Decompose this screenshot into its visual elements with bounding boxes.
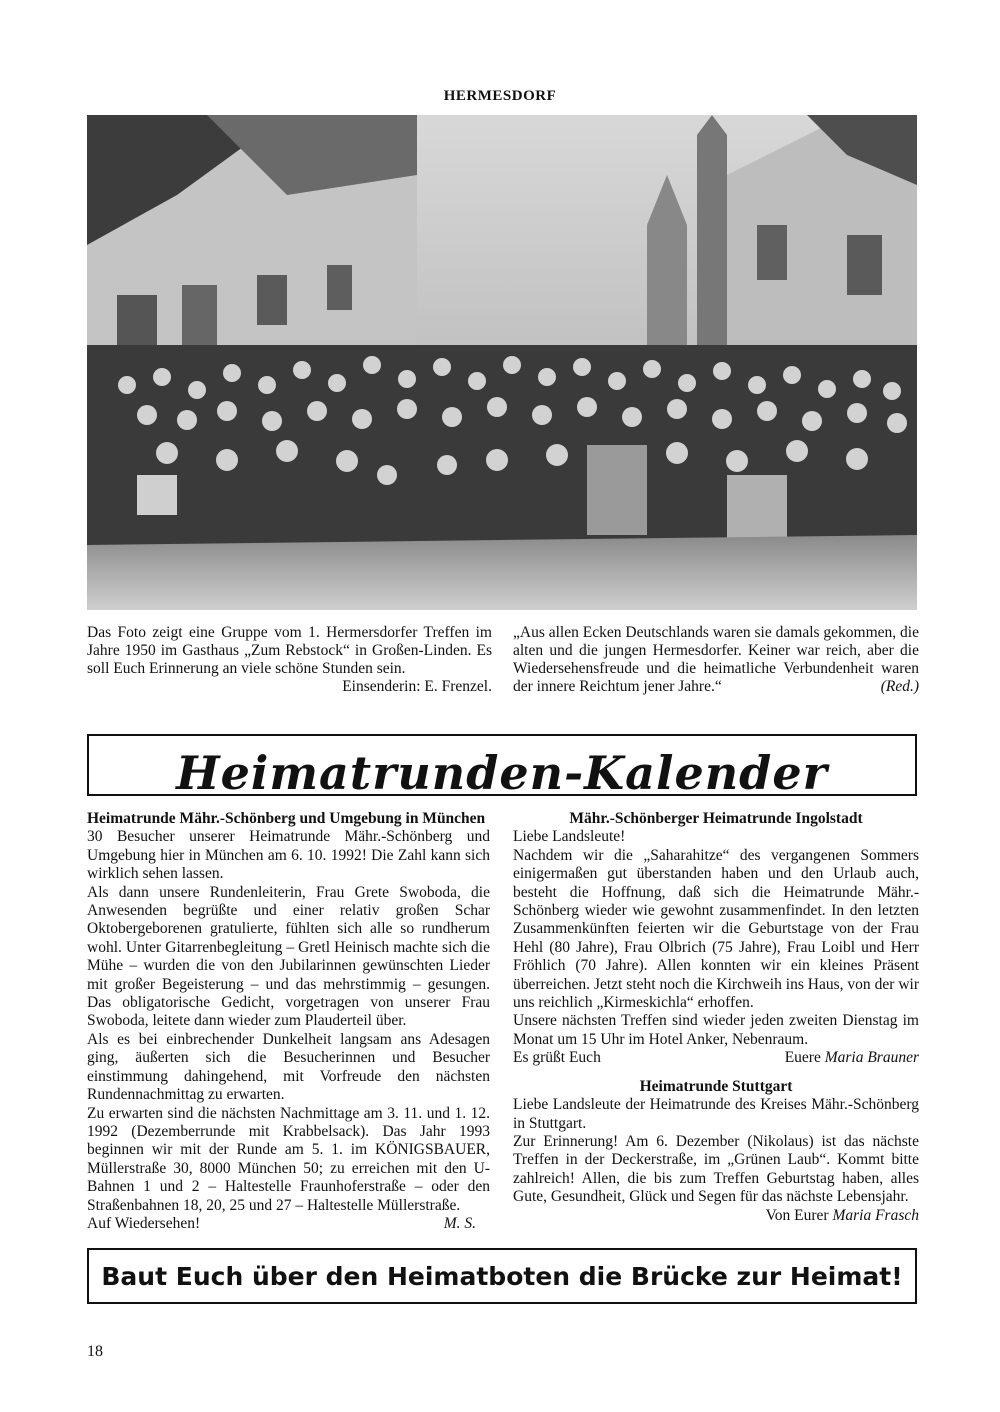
ingolstadt-paragraph: Nachdem wir die „Saharahitze“ des vergangenen Sommers einigermaßen gut überstanden haben und den Urlaub auch, besteht die Hoffnung, daß sich die Heimatrunde Mähr.-Schönberg wieder wie gewohnt zusammenfindet. In den letzten Zusammenkünften feierten wir die Geburtstage von der Frau Hehl (80 Jahre), Frau Olbrich (75 Jahre), Frau Loibl und Herr Fröhlich (70 Jahre). Allen konnten wir ein kleines Präsent überreichen. Jetzt steht noch die Kirchweih ins Haus, von der wir uns reichlich „Kirmeskichla“ erhoffen. xyxy=(513,846,919,1012)
stuttgart-sign: Von Eurer Maria Frasch xyxy=(765,1206,919,1224)
muenchen-closing: Auf Wiedersehen! xyxy=(87,1214,201,1232)
ingolstadt-title: Mähr.-Schönberger Heimatrunde Ingolstadt xyxy=(569,810,863,827)
column-muenchen xyxy=(87,810,490,1233)
slogan-banner xyxy=(87,1248,917,1304)
page-number: 18 xyxy=(87,1343,103,1360)
photo-caption-right xyxy=(513,624,919,696)
ingolstadt-paragraph: Unsere nächsten Treffen sind wieder jeden zweiten Dienstag im Monat um 15 Uhr im Hotel Anker, Nebenraum. xyxy=(513,1012,919,1048)
ingolstadt-paragraph: Liebe Landsleute! xyxy=(513,828,626,846)
kalender-title-box xyxy=(87,734,917,796)
stuttgart-paragraph: Liebe Landsleute der Heimatrunde des Kreises Mähr.-Schönberg in Stuttgart. xyxy=(513,1096,919,1132)
ingolstadt-closing: Es grüßt Euch xyxy=(513,1049,601,1067)
muenchen-sign: M. S. xyxy=(443,1214,476,1232)
slogan-text: Baut Euch über den Heimatboten die Brücke zur Heimat! xyxy=(101,1261,903,1291)
muenchen-closing-line xyxy=(87,1215,490,1233)
photo-caption-left xyxy=(87,624,492,696)
muenchen-paragraph: Als es bei einbrechender Dunkelheit langsam ans Adesagen ging, äußerten sich die Besucherinnen und Besucher einstimmung dahingehend, mit Vorfreude den nächsten Rundennachmittag zu erwarten. xyxy=(87,1030,490,1104)
caption-credit: Einsenderin: E. Frenzel. xyxy=(342,678,492,695)
muenchen-title: Heimatrunde Mähr.-Schönberg und Umgebung in München xyxy=(87,810,486,827)
column-right xyxy=(513,810,919,1225)
stuttgart-title: Heimatrunde Stuttgart xyxy=(639,1077,793,1095)
caption-text: Das Foto zeigt eine Gruppe vom 1. Hermersdorfer Treffen im Jahre 1950 im Gasthaus „Zum Rebstock“ in Großen-Linden. Es soll Euch Erinnerung an viele schöne Stunden sein. xyxy=(87,624,492,677)
caption-quote-sign: (Red.) xyxy=(880,678,919,695)
caption-quote: „Aus allen Ecken Deutschlands waren sie damals gekommen, die alten und die jungen Hermesdorfer. Keiner war reich, aber die Wiedersehensfreude und die heimatliche Verbundenheit waren der innere Reichtum jener Jahre.“ (Red.) xyxy=(513,624,919,695)
group-photo xyxy=(87,115,917,610)
muenchen-paragraph: Als dann unsere Rundenleiterin, Frau Grete Swoboda, die Anwesenden begrüßte und einer relativ großen Schar Oktobergeborenen gratulierte, fühlten sich alle so rundherum wohl. Unter Gitarrenbegleitung – Gretl Heinisch machte sich die Mühe – wurden die von den Jubilarinnen gewünschten Lieder mit großer Begeisterung – und das mehrstimmig – gesungen. Das obligatorische Gedicht, vorgetragen von unserer Frau Swoboda, leitete dann wieder zum Plauderteil über. xyxy=(87,883,490,1030)
page-header: HERMESDORF xyxy=(443,88,557,104)
stuttgart-paragraph: Zur Erinnerung! Am 6. Dezember (Nikolaus) ist das nächste Treffen in der Deckerstraße, im „Grünen Laub“. Kommt bitte zahlreich! Allen, die bis zum Treffen Geburtstag haben, alles Gute, Gesundheit, Glück und Segen für das nächste Lebensjahr. xyxy=(513,1132,919,1206)
muenchen-paragraph: 30 Besucher unserer Heimatrunde Mähr.-Schönberg und Umgebung hier in München am 6. 10. 1992! Die Zahl kann sich wirklich sehen lassen. xyxy=(87,828,490,883)
muenchen-paragraph: Zu erwarten sind die nächsten Nachmittage am 3. 11. und 1. 12. 1992 (Dezemberrunde mit Krabbelsack). Das Jahr 1993 beginnen wir mit der Runde am 5. 1. im KÖNIGSBAUER, Müllerstraße 30, 8000 München 50; zu erreichen mit den U-Bahnen 1 und 2 – Haltestelle Fraunhoferstraße – oder den Straßenbahnen 18, 20, 25 und 27 – Haltestelle Müllerstraße. xyxy=(87,1104,490,1214)
ingolstadt-closing-line xyxy=(513,1049,919,1067)
ingolstadt-sign: Euere Maria Brauner xyxy=(784,1049,919,1067)
kalender-title: Heimatrunden-Kalender xyxy=(176,746,828,796)
